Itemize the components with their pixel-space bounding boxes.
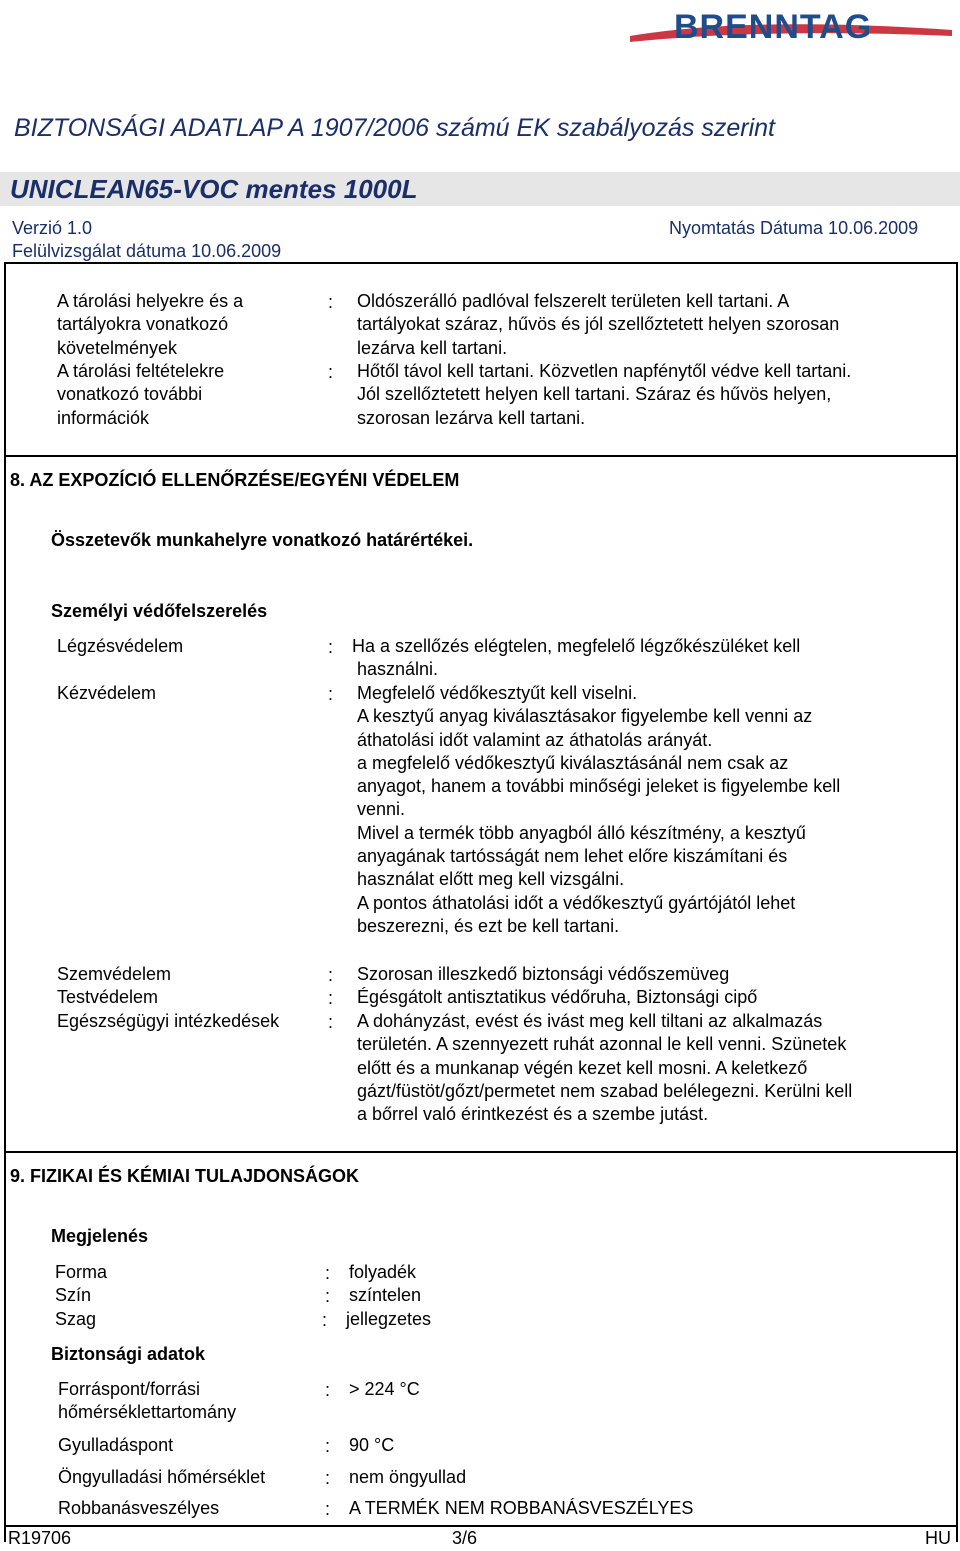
colon: : [328, 684, 334, 704]
footer-code: R19706 [8, 1528, 72, 1548]
hand-protection-value: Megfelelő védőkesztyűt kell viselni. A kesztyű anyag kiválasztásakor figyelembe kell venni az áthatolási időt valamint az áthatolás arányát. a megfelelő védőkesztyű kiválasztásánál nem csak az anyagot, hanem a további minőségi jeleket is figyelembe kell venni. Mivel a termék több anyagból álló készítmény, a kesztyű anyagának tartósságát nem lehet előre kiszámítani és használat előtt meg kell vizsgálni. A pontos áthatolási időt a védőkesztyű gyártójától lehet beszerezni, és ezt be kell tartani. [357, 683, 841, 936]
revision-date: Felülvizsgálat dátuma 10.06.2009 [12, 241, 282, 261]
colon: : [322, 1310, 328, 1330]
colon: : [328, 637, 334, 657]
form-value: folyadék [349, 1262, 417, 1282]
respiratory-label: Légzésvédelem [57, 636, 184, 656]
footer-divider [4, 1525, 956, 1527]
language-code: HU [925, 1528, 951, 1548]
colon: : [328, 988, 334, 1008]
body-protection-value: Égésgátolt antisztatikus védőruha, Biztonsági cipő [357, 987, 758, 1007]
ppe-title: Személyi védőfelszerelés [51, 601, 268, 621]
section8-divider [4, 1151, 956, 1153]
colon: : [325, 1436, 331, 1456]
storage-requirements-value: Oldószerálló padlóval felszerelt területen kell tartani. A tartályokat száraz, hűvös és jól szellőztetett helyen szorosan lezárva kell tartani. [357, 291, 840, 358]
storage-requirements-label: A tárolási helyekre és a tartályokra vonatkozó követelmények [57, 291, 244, 358]
colon: : [325, 1499, 331, 1519]
form-label: Forma [55, 1262, 108, 1282]
section-8-title: 8. AZ EXPOZÍCIÓ ELLENŐRZÉSE/EGYÉNI VÉDELEM [10, 470, 460, 490]
top-divider [4, 262, 956, 264]
eye-protection-label: Szemvédelem [57, 964, 172, 984]
odor-value: jellegzetes [346, 1309, 432, 1329]
storage-info-value: Hőtől távol kell tartani. Közvetlen napfénytől védve kell tartani. Jól szellőztetett helyen kell tartani. Száraz és hűvös helyen, szorosan lezárva kell tartani. [357, 361, 852, 428]
colon: : [328, 965, 334, 985]
autoignition-value: nem öngyullad [349, 1467, 467, 1487]
color-value: színtelen [349, 1285, 422, 1305]
document-title: BIZTONSÁGI ADATLAP A 1907/2006 számú EK szabályozás szerint [14, 114, 775, 142]
eye-protection-value: Szorosan illeszkedő biztonsági védőszemüveg [357, 964, 730, 984]
colon: : [325, 1468, 331, 1488]
hand-protection-label: Kézvédelem [57, 683, 157, 703]
section-9-title: 9. FIZIKAI ÉS KÉMIAI TULAJDONSÁGOK [10, 1166, 360, 1186]
colon: : [328, 362, 334, 382]
brenntag-logo: BRENNTAG [674, 8, 873, 46]
odor-label: Szag [55, 1309, 97, 1329]
appearance-title: Megjelenés [51, 1226, 149, 1246]
flash-point-label: Gyulladáspont [58, 1435, 174, 1455]
respiratory-value: Ha a szellőzés elégtelen, megfelelő légzőkészüléket kell használni. [352, 636, 801, 680]
print-date: Nyomtatás Dátuma 10.06.2009 [669, 218, 919, 238]
boiling-point-value: > 224 °C [349, 1379, 420, 1399]
colon: : [328, 1012, 334, 1032]
safety-data-title: Biztonsági adatok [51, 1344, 206, 1364]
explosive-label: Robbanásveszélyes [58, 1498, 220, 1518]
version: Verzió 1.0 [12, 218, 93, 238]
flash-point-value: 90 °C [349, 1435, 395, 1455]
page-number: 3/6 [452, 1528, 478, 1548]
hygiene-label: Egészségügyi intézkedések [57, 1011, 280, 1031]
exposure-limits-title: Összetevők munkahelyre vonatkozó határértékei. [51, 530, 474, 550]
colon: : [328, 292, 334, 312]
colon: : [325, 1380, 331, 1400]
storage-divider [4, 455, 956, 457]
color-label: Szín [55, 1285, 92, 1305]
autoignition-label: Öngyulladási hőmérséklet [58, 1467, 266, 1487]
boiling-point-label: Forráspont/forrási hőmérséklettartomány [58, 1379, 237, 1423]
product-name: UNICLEAN65-VOC mentes 1000L [10, 174, 418, 204]
colon: : [325, 1263, 331, 1283]
storage-info-label: A tárolási feltételekre vonatkozó további információk [57, 361, 225, 428]
hygiene-value: A dohányzást, evést és ivást meg kell tiltani az alkalmazás területén. A szennyezett ruhát azonnal le kell venni. Szünetek előtt és a munkanap végén kezet kell mosni. A keletkező gázt/füstöt/gőzt/permetet nem szabad belélegezni. Kerülni kell a bőrrel való érintkezést és a szembe jutást. [357, 1011, 853, 1125]
explosive-value: A TERMÉK NEM ROBBANÁSVESZÉLYES [349, 1498, 694, 1518]
colon: : [325, 1286, 331, 1306]
body-protection-label: Testvédelem [57, 987, 159, 1007]
